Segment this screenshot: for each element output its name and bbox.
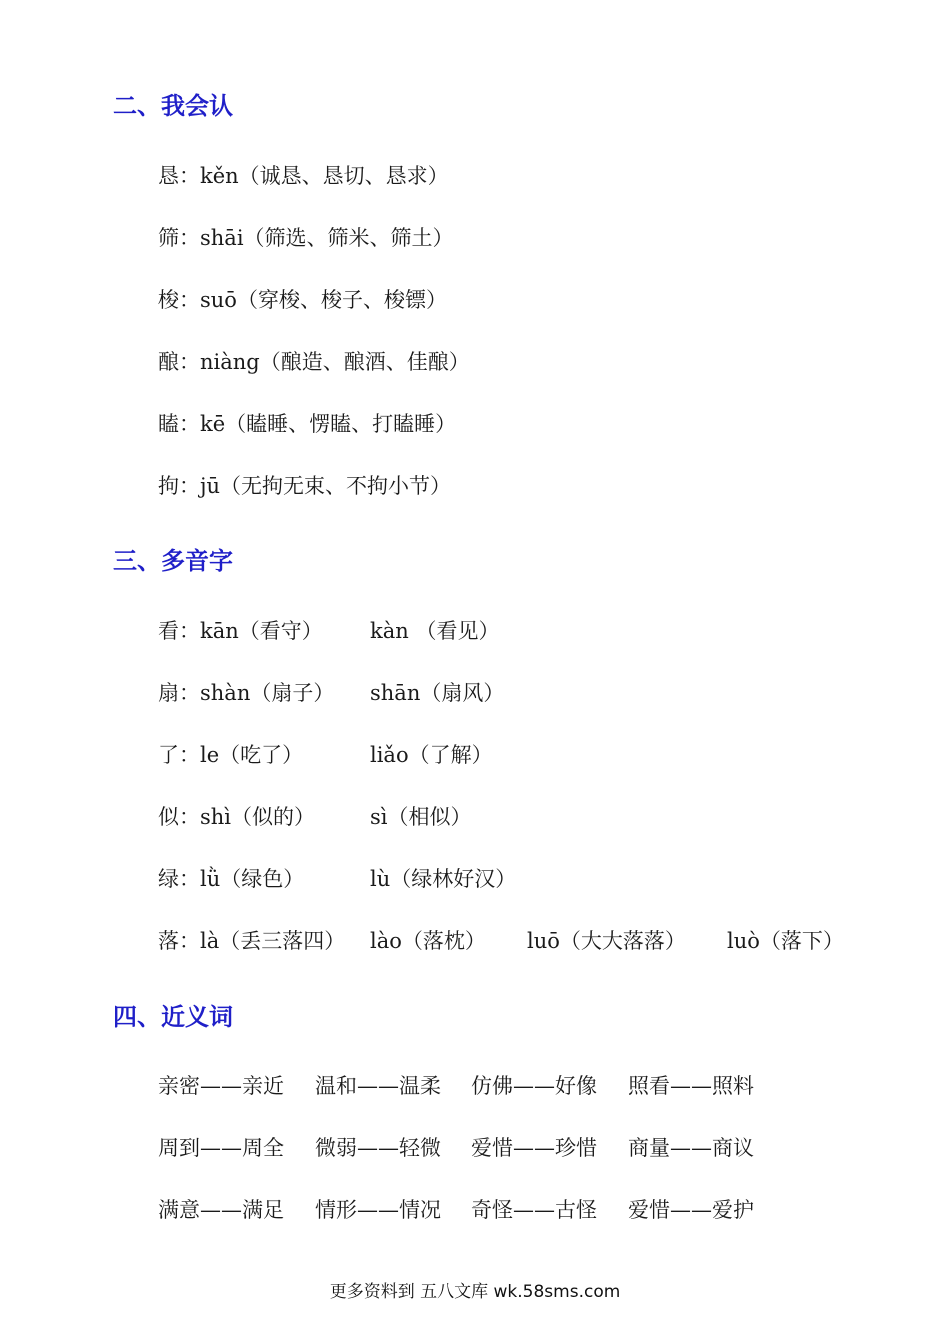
synonym-pair: 温和——温柔 xyxy=(315,1074,441,1098)
reading-entry: 似：shì（似的） xyxy=(158,805,316,829)
synonym-pair: 微弱——轻微 xyxy=(315,1136,441,1160)
synonym-pair: 满意——满足 xyxy=(158,1198,284,1222)
section-heading-synonyms: 四、近义词 xyxy=(113,1003,233,1031)
reading-entry: lào（落枕） xyxy=(370,929,486,953)
synonym-pair: 周到——周全 xyxy=(158,1136,284,1160)
synonym-pair: 亲密——亲近 xyxy=(158,1074,284,1098)
reading-entry: 绿：lǜ（绿色） xyxy=(158,867,305,891)
char-entry: 瞌：kē（瞌睡、愣瞌、打瞌睡） xyxy=(158,412,457,436)
synonym-pair: 商量——商议 xyxy=(628,1136,754,1160)
char-entry: 拘：jū（无拘无束、不拘小节） xyxy=(158,474,452,498)
reading-entry: liǎo（了解） xyxy=(370,743,493,767)
reading-entry: luō（大大落落） xyxy=(527,929,686,953)
reading-entry: 扇：shàn（扇子） xyxy=(158,681,335,705)
char-entry: 梭：suō（穿梭、梭子、梭镖） xyxy=(158,288,447,312)
reading-entry: lù（绿林好汉） xyxy=(370,867,517,891)
reading-entry: kàn （看见） xyxy=(370,619,500,643)
section-heading-polyphones: 三、多音字 xyxy=(113,547,233,575)
page-footer: 更多资料到 五八文库 wk.58sms.com xyxy=(329,1282,621,1302)
synonym-pair: 照看——照料 xyxy=(628,1074,754,1098)
reading-entry: shān（扇风） xyxy=(370,681,505,705)
reading-entry: sì（相似） xyxy=(370,805,472,829)
synonym-pair: 爱惜——珍惜 xyxy=(471,1136,597,1160)
synonym-pair: 爱惜——爱护 xyxy=(628,1198,754,1222)
char-entry: 酿：niàng（酿造、酿酒、佳酿） xyxy=(158,350,470,374)
synonym-pair: 情形——情况 xyxy=(315,1198,441,1222)
section-heading-recognize: 二、我会认 xyxy=(113,92,233,120)
reading-entry: 了：le（吃了） xyxy=(158,743,304,767)
synonym-pair: 仿佛——好像 xyxy=(471,1074,597,1098)
char-entry: 筛：shāi（筛选、筛米、筛土） xyxy=(158,226,454,250)
reading-entry: 落：là（丢三落四） xyxy=(158,929,346,953)
reading-entry: luò（落下） xyxy=(727,929,844,953)
reading-entry: 看：kān（看守） xyxy=(158,619,323,643)
char-entry: 恳：kěn（诚恳、恳切、恳求） xyxy=(158,164,449,188)
synonym-pair: 奇怪——古怪 xyxy=(471,1198,597,1222)
